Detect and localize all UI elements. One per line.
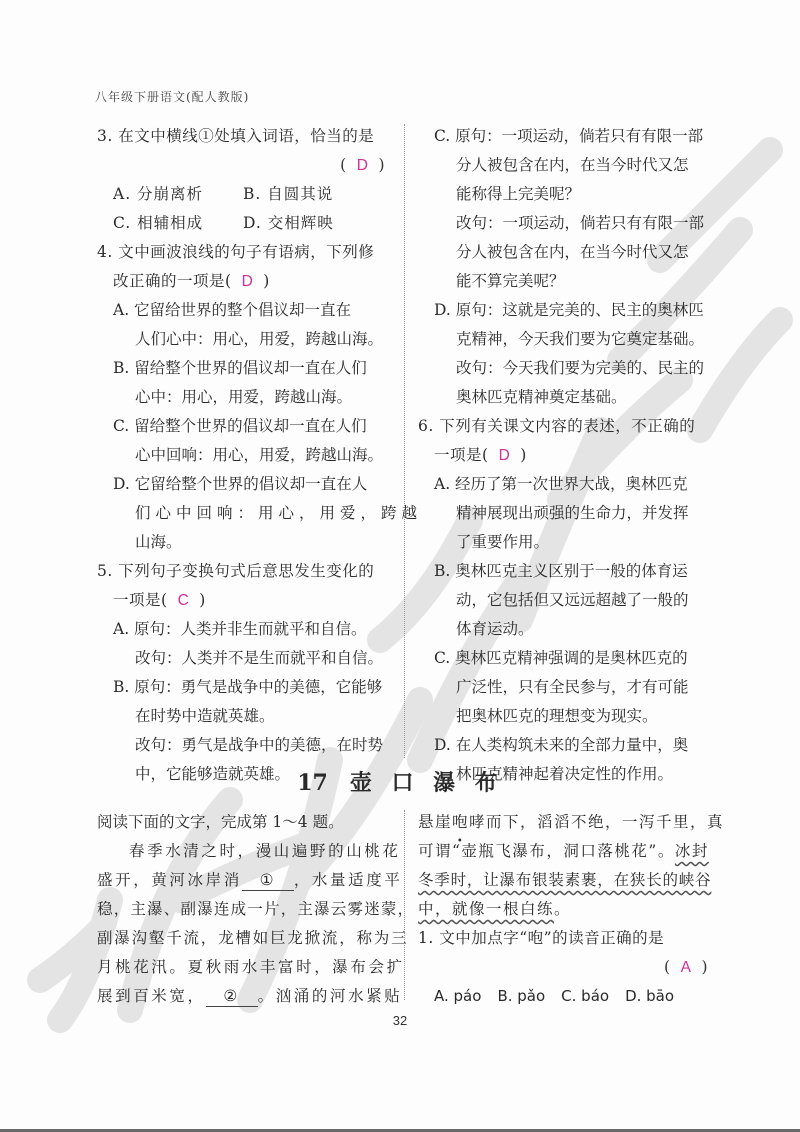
passage-line-6: [97, 982, 403, 1011]
q5-option-d-line1: D. 原句：这就是完美的、民主的奥林匹: [434, 301, 704, 319]
q5-option-a-line2: 改句：人类并不是生而就平和自信。: [135, 649, 384, 667]
q4-option-d-line2: 们心中回响：用心，用爱，跨越: [135, 504, 423, 522]
wavy-underlined-text: 中，就像一根白练: [418, 900, 555, 918]
left-column-bottom: [97, 808, 415, 1011]
column-divider-top: [404, 124, 405, 758]
q6-option-c-line1: C. 奥林匹克精神强调的是奥林匹克的: [434, 649, 688, 667]
section-number: 17: [297, 770, 328, 796]
option-b: B. pǎo: [497, 987, 546, 1005]
q5-option-c-line6: 能不算完美呢？: [456, 272, 565, 290]
section-title: [0, 766, 800, 797]
option-a: A. páo: [434, 987, 482, 1005]
question-6-stem-line1: 6. 下列有关课文内容的表述，不正确的: [418, 417, 696, 435]
q6-option-d-line2: 林匹克精神起着决定性的作用。: [456, 765, 674, 783]
question-5-stem-line2: [97, 586, 395, 615]
q6-option-a-line2: 精神展现出顽强的生命力，并发挥: [456, 504, 689, 522]
answer-letter: D: [241, 273, 254, 290]
section-name: 壶 口 瀑 布: [349, 770, 503, 796]
q4-option-b-line1: B. 留给整个世界的倡议却一直在人们: [113, 359, 367, 377]
q5-option-d-line3: 改句：今天我们要为完美的、民主的: [456, 359, 705, 377]
stem-text: 一项是(: [434, 446, 489, 464]
q5-option-c-line4: 改句：一项运动，倘若只有有限一部: [456, 214, 705, 232]
q4-option-c-line1: C. 留给整个世界的倡议却一直在人们: [113, 417, 367, 435]
right-column-bottom: [418, 808, 725, 1011]
q5-option-d-line4: 奥林匹克精神奠定基础。: [456, 388, 627, 406]
q5-option-c-line3: 能称得上完美呢？: [456, 185, 581, 203]
question-3-options-row-2: [97, 209, 395, 238]
passage-line-10: [418, 895, 718, 924]
q6-option-d-line1: D. 在人类构筑未来的全部力量中，奥: [434, 736, 689, 754]
question-3-answer: ( D ): [340, 156, 385, 174]
column-divider-bottom: [404, 810, 405, 1000]
blank-2: ②: [206, 986, 258, 1007]
question-3-stem: 3. 在文中横线①处填入词语，恰当的是: [97, 127, 375, 145]
question-5-stem-line1: 5. 下列句子变换句式后意思发生变化的: [97, 562, 375, 580]
text: ，水量适度平: [293, 871, 403, 889]
q5-option-c-line1: C. 原句：一项运动，倘若只有有限一部: [434, 127, 704, 145]
blank-1: ①: [242, 870, 294, 891]
q5-option-c-line2: 分人被包含在内，在当今时代又怎: [456, 156, 689, 174]
passage-line-5: 月桃花汛。夏秋雨水丰富时，瀑布会扩: [97, 958, 405, 976]
question-1-options: [418, 982, 718, 1011]
question-1-answer: ( A ): [664, 958, 708, 976]
passage-line-7: [418, 808, 725, 837]
q6-option-c-line2: 广泛性，只有全民参与，才有可能: [456, 678, 689, 696]
option-b: B. 自圆其说: [243, 185, 334, 203]
passage-line-2: [97, 866, 403, 895]
q5-option-b-line3: 改句：勇气是战争中的美德，在时势: [135, 736, 384, 754]
option-d: D. 交相辉映: [243, 214, 334, 232]
text: 哮而下，滔滔不绝，一泻千里，真: [469, 813, 725, 831]
q4-option-c-line2: 心中回响：用心，用爱，跨越山海。: [135, 446, 384, 464]
question-4-stem-line1: 4. 文中画波浪线的句子有语病，下列修: [97, 243, 375, 261]
right-column-top: [418, 122, 718, 789]
q4-option-d-line3: 山海。: [135, 533, 182, 551]
q4-option-a-line2: 人们心中：用心，用爱，跨越山海。: [135, 330, 384, 348]
dotted-character: 咆: [452, 813, 470, 831]
stem-text: 改正确的一项是(: [113, 272, 232, 290]
answer-letter: D: [498, 447, 511, 464]
question-1-stem: 1. 文中加点字“咆”的读音正确的是: [418, 929, 665, 947]
q5-option-b-line4: 中，它能够造就英雄。: [135, 765, 291, 783]
option-a: A. 分崩离析: [113, 185, 204, 203]
q5-option-a-line1: A. 原句：人类并非生而就平和自信。: [113, 620, 367, 638]
close-paren: ): [199, 591, 206, 609]
text: 展到百米宽，: [97, 987, 206, 1005]
option-c: C. báo: [561, 987, 610, 1005]
question-6-stem-line2: [418, 441, 718, 470]
close-paren: ): [263, 272, 270, 290]
passage-line-3: 稳，主瀑、副瀑连成一片，主瀑云雾迷蒙，: [97, 900, 415, 918]
q6-option-b-line1: B. 奥林匹克主义区别于一般的体育运: [434, 562, 688, 580]
q6-option-b-line2: 动，它包括但又远远超越了一般的: [456, 591, 689, 609]
question-4-stem-line2: [97, 267, 395, 296]
passage-line-4: 副瀑沟壑千流，龙槽如巨龙掀流，称为三: [97, 929, 409, 947]
q6-option-b-line3: 体育运动。: [456, 620, 534, 638]
q5-option-b-line1: B. 原句：勇气是战争中的美德，它能够: [113, 678, 383, 696]
option-d: D. bāo: [625, 987, 675, 1005]
wavy-underlined-text: 冬季时，让瀑布银装素裹，在狭长的峡谷: [418, 871, 712, 889]
q5-option-b-line2: 在时势中造就英雄。: [135, 707, 275, 725]
text: 。: [554, 900, 572, 918]
q5-option-d-line2: 克精神，今天我们要为它奠定基础。: [456, 330, 705, 348]
q4-option-b-line2: 心中：用心，用爱，跨越山海。: [135, 388, 353, 406]
book-title-header: 八年级下册语文(配人教版): [95, 90, 250, 104]
q6-option-a-line3: 了重要作用。: [456, 533, 550, 551]
text: 盛开，黄河冰岸消: [97, 871, 242, 889]
stem-text: 一项是(: [113, 591, 168, 609]
q5-option-c-line5: 分人被包含在内，在当今时代又怎: [456, 243, 689, 261]
text: 。汹涌的河水紧贴: [257, 987, 403, 1005]
option-c: C. 相辅相成: [113, 214, 204, 232]
q4-option-a-line1: A. 它留给世界的整个倡议却一直在: [113, 301, 352, 319]
text: 悬崖: [418, 813, 453, 831]
page-number: 32: [392, 1013, 408, 1028]
text: 可谓“壶瓶飞瀑布，洞口落桃花”。: [418, 842, 675, 860]
q6-option-c-line3: 把奥林匹克的理想变为现实。: [456, 707, 658, 725]
close-paren: ): [520, 446, 527, 464]
passage-line-1: 春季水清之时，漫山遍野的山桃花: [129, 842, 401, 860]
q4-option-d-line1: D. 它留给整个世界的倡议却一直在人: [113, 475, 368, 493]
passage-line-9: [418, 866, 718, 895]
left-column-top: [97, 122, 423, 789]
answer-letter: A: [680, 959, 692, 976]
q6-option-a-line1: A. 经历了第一次世界大战，奥林匹克: [434, 475, 688, 493]
question-3-options-row-1: [97, 180, 395, 209]
answer-letter: D: [356, 157, 369, 174]
reading-instruction: 阅读下面的文字，完成第 1～4 题。: [97, 813, 344, 831]
wavy-underlined-text: 冰封: [674, 842, 709, 860]
answer-letter: C: [177, 592, 190, 609]
